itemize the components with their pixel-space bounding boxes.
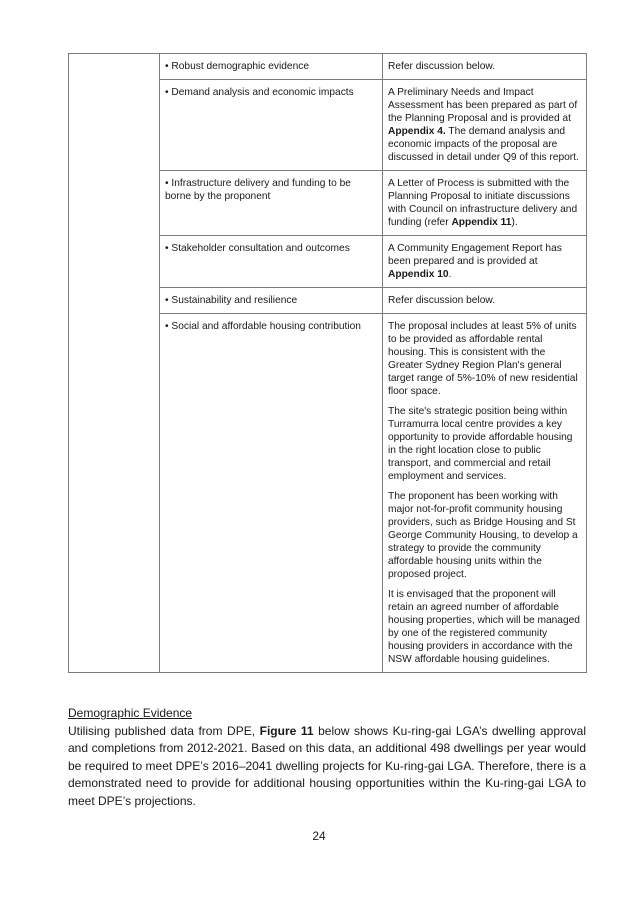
bold-text: Appendix 10 (388, 269, 449, 280)
demographic-evidence-section (68, 705, 586, 810)
section-paragraph (68, 723, 586, 811)
requirement-item: • Demand analysis and economic impacts (160, 80, 383, 171)
response-cell (383, 288, 587, 314)
text-run: The demand analysis and economic impacts of the proposal are discussed in detail under Q9 of this report. (388, 126, 579, 163)
text-run: Refer discussion below. (388, 295, 496, 306)
requirement-item: • Infrastructure delivery and funding to be borne by the proponent (160, 171, 383, 236)
response-paragraph (388, 320, 581, 398)
bold-text: Appendix 11 (451, 217, 512, 228)
text-run: The proposal includes at least 5% of units to be provided as affordable rental housing. This is consistent with the Greater Sydney Region Plan's general target range of 5%-10% of new residential floor space. (388, 321, 578, 397)
response-paragraph (388, 86, 581, 164)
section-heading: Demographic Evidence (68, 706, 193, 720)
response-paragraph (388, 242, 581, 281)
text-run: Refer discussion below. (388, 61, 496, 72)
table-row (69, 54, 587, 80)
response-cell (383, 171, 587, 236)
blank-cell (69, 54, 160, 673)
bold-text: Appendix 4. (388, 126, 446, 137)
response-paragraph (388, 405, 581, 483)
text-run: below shows Ku-ring-gai LGA’s dwelling approval and completions from 2012-2021. Based on this data, an additional 498 dwellings per year would be required to meet DPE’s 2016–2041 dwelling projects for Ku-ring-gai LGA. Therefore, there is a demonstrated need to provide for additional housing opportunities within the Ku-ring-gai LGA to meet DPE’s projections. (68, 723, 587, 808)
response-cell (383, 54, 587, 80)
response-paragraph (388, 588, 581, 666)
text-run: A Preliminary Needs and Impact Assessment has been prepared as part of the Planning Proposal and is provided at (388, 87, 578, 124)
text-run: It is envisaged that the proponent will retain an agreed number of affordable housing properties, which will be managed by one of the registered community housing providers in accordance with the NSW affordable housing guidelines. (388, 589, 580, 665)
text-run: . (448, 269, 452, 280)
response-paragraph (388, 294, 581, 307)
text-run: The proponent has been working with major not-for-profit community housing providers, such as Bridge Housing and St George Community Housing, to develop a strategy to provide the community affordable housing units within the proposed project. (388, 491, 578, 580)
response-cell (383, 314, 587, 673)
text-run: Utilising published data from DPE, (68, 723, 260, 738)
requirements-table (68, 53, 587, 673)
requirement-item: • Social and affordable housing contribution (160, 314, 383, 673)
text-run: A Community Engagement Report has been prepared and is provided at (388, 243, 562, 267)
requirement-item: • Sustainability and resilience (160, 288, 383, 314)
response-paragraph (388, 60, 581, 73)
response-cell (383, 236, 587, 288)
response-cell (383, 80, 587, 171)
page-number: 24 (312, 829, 326, 843)
text-run: ). (511, 217, 518, 228)
bold-text: Figure 11 (259, 723, 314, 738)
requirement-item: • Stakeholder consultation and outcomes (160, 236, 383, 288)
text-run: The site's strategic position being within Turramurra local centre provides a key opportunity to provide affordable housing in the right location close to public transport, and commercial and retail employment and services. (388, 406, 573, 482)
text-run: A Letter of Process is submitted with the Planning Proposal to initiate discussions with Council on infrastructure delivery and funding (refer (388, 178, 578, 228)
requirement-item: • Robust demographic evidence (160, 54, 383, 80)
response-paragraph (388, 490, 581, 581)
response-paragraph (388, 177, 581, 229)
